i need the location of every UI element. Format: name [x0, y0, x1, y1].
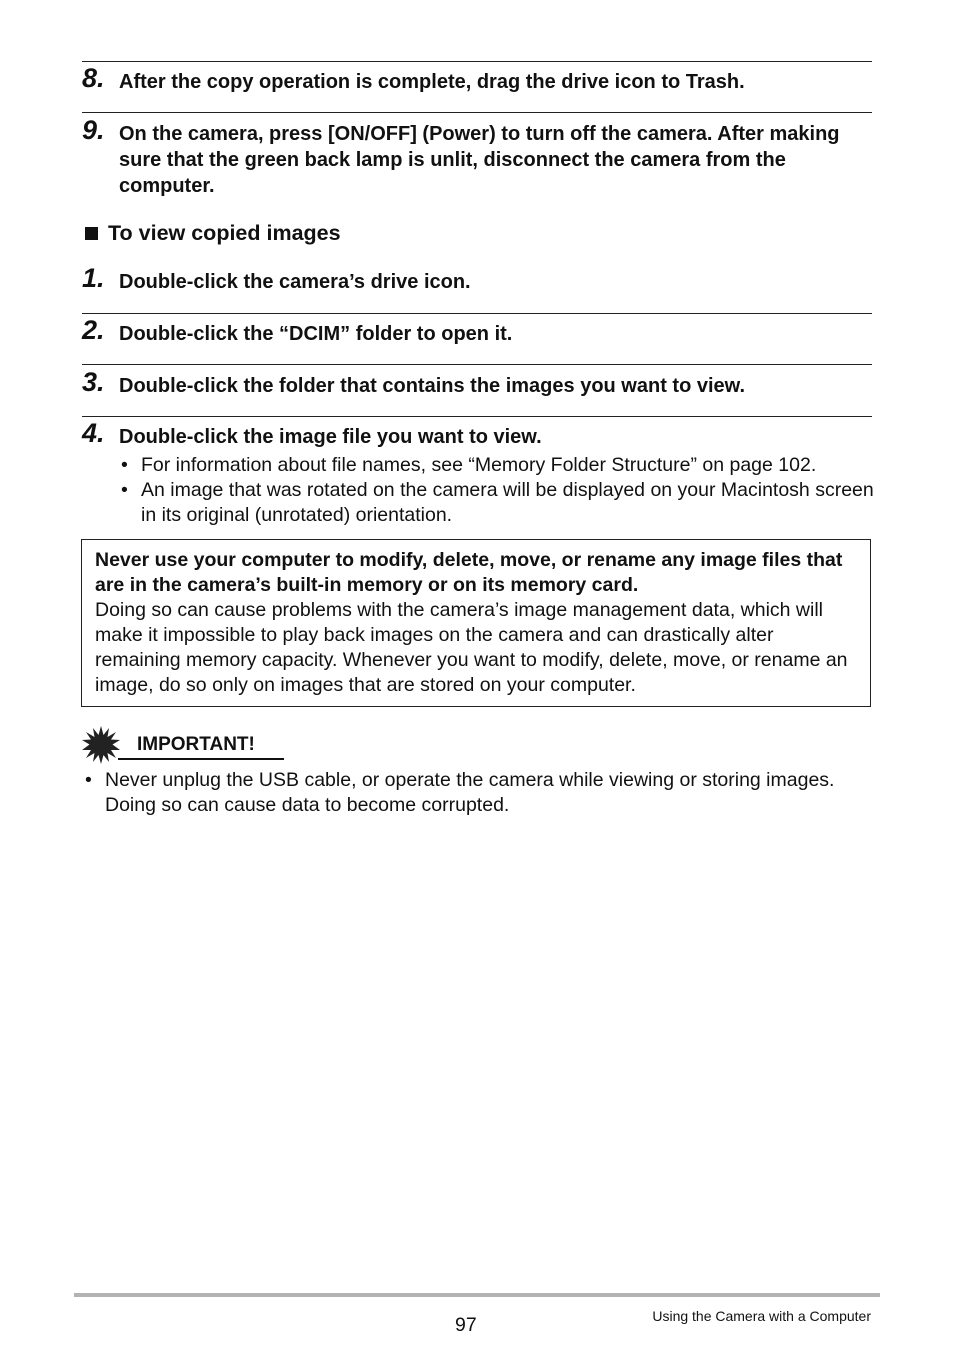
step-number: 3. [82, 367, 105, 397]
divider [82, 416, 872, 417]
step-text: Double-click the camera’s drive icon. [119, 271, 471, 293]
page-number: 97 [455, 1314, 477, 1336]
footer-divider [74, 1293, 880, 1297]
note-text: An image that was rotated on the camera will be displayed on your Macintosh screen in its original (unrotated) orientation. [141, 479, 874, 526]
step-text: After the copy operation is complete, drag the drive icon to Trash. [119, 71, 745, 93]
important-notes [85, 768, 875, 818]
list-item [121, 453, 881, 478]
step-text: Double-click the “DCIM” folder to open it. [119, 323, 513, 345]
step-number: 1. [82, 263, 105, 293]
section-heading [85, 220, 341, 246]
list-item [85, 768, 875, 818]
important-header [82, 726, 286, 762]
important-underline [118, 758, 284, 760]
note-text: For information about file names, see “Memory Folder Structure” on page 102. [141, 454, 817, 476]
step-4-notes [121, 453, 881, 528]
bullet-dot: • [85, 769, 92, 791]
step-number: 8. [82, 63, 105, 93]
divider [82, 313, 872, 314]
step-8 [82, 63, 872, 95]
step-number: 4. [82, 418, 105, 448]
step-number: 2. [82, 315, 105, 345]
step-text: Double-click the folder that contains the images you want to view. [119, 375, 746, 397]
step-number: 9. [82, 115, 105, 145]
divider [82, 112, 872, 113]
footer-section-title: Using the Camera with a Computer [652, 1308, 871, 1324]
note-text: Never unplug the USB cable, or operate the camera while viewing or storing images. Doing so can cause data to become corrupted. [105, 769, 835, 816]
divider [82, 364, 872, 365]
warning-heading: Never use your computer to modify, delete, move, or rename any image files that are in the camera’s built-in memory or on its memory card. [95, 549, 843, 596]
bullet-dot: • [121, 454, 128, 476]
divider [82, 61, 872, 62]
warning-body: Doing so can cause problems with the camera’s image management data, which will make it impossible to play back images on the camera and can drastically alter remaining memory capacity. Whenever you want to modify, delete, move, or rename an image, do so only on images that are stored on your computer. [95, 599, 848, 696]
list-item [121, 478, 881, 528]
square-bullet-icon [85, 227, 98, 240]
bullet-dot: • [121, 479, 128, 501]
step-2 [82, 315, 872, 347]
important-label: IMPORTANT! [137, 734, 255, 755]
step-9 [82, 115, 872, 199]
step-3 [82, 367, 872, 399]
step-4 [82, 418, 872, 450]
section-heading-text: To view copied images [108, 221, 341, 245]
step-text: Double-click the image file you want to view. [119, 426, 542, 448]
step-text: On the camera, press [ON/OFF] (Power) to turn off the camera. After making sure that the green back lamp is unlit, disconnect the camera from the computer. [119, 123, 840, 197]
warning-box [81, 539, 871, 707]
step-1 [82, 263, 872, 295]
starburst-icon [82, 726, 120, 764]
